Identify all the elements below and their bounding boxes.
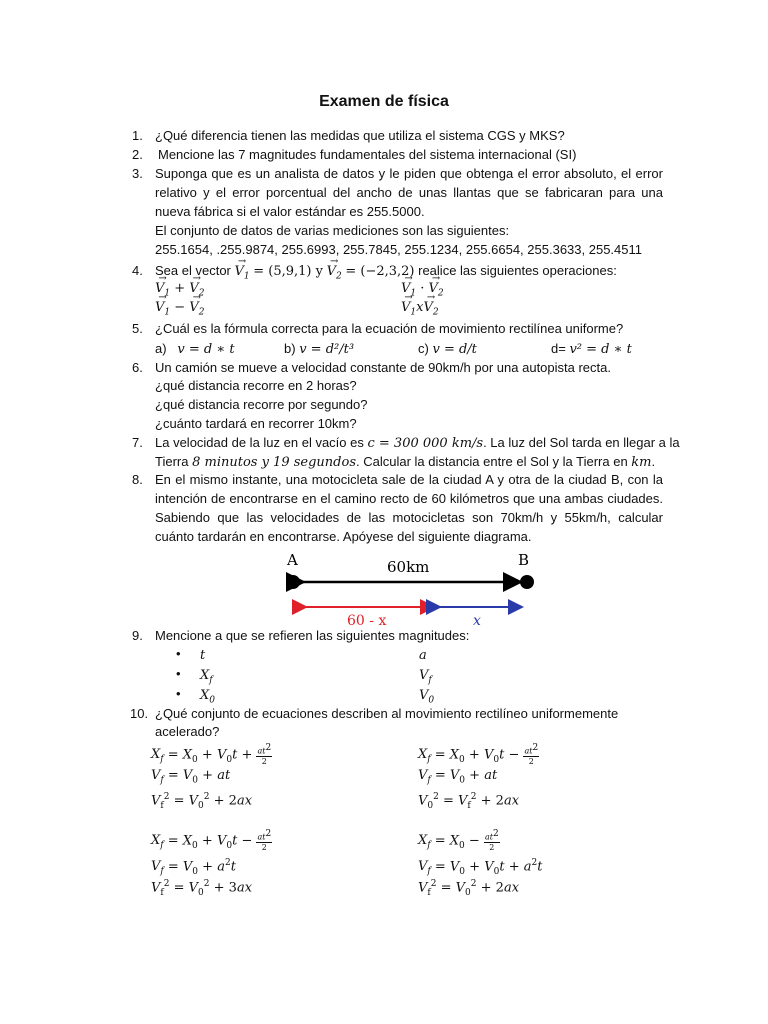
distance-diagram bbox=[280, 548, 542, 630]
question-1-text: ¿Qué diferencia tienen las medidas que utiliza el sistema CGS y MKS? bbox=[155, 128, 565, 143]
magnitude-a: a bbox=[419, 648, 427, 663]
equation-set-3-line-2: $V_f = V_0 + a^2t$ bbox=[151, 858, 236, 877]
equation-set-2-line-1: $X_f = X_0 + V_0t$ − $at^2$ 2 bbox=[418, 743, 539, 766]
option-b: b) v = d²/t³ bbox=[284, 341, 355, 357]
question-3-data-values: 255.1654, .255.9874, 255.6993, 255.7845, 255.1234, 255.6654, 255.3633, 255.4511 bbox=[155, 242, 642, 257]
option-a: a) v = d ∗ t bbox=[155, 341, 235, 357]
question-4-suffix: realice las siguientes operaciones: bbox=[418, 263, 617, 278]
option-d: d= v² = d ∗ t bbox=[551, 341, 632, 357]
question-6-text: Un camión se mueve a velocidad constante de 90km/h por una autopista recta. bbox=[155, 360, 611, 375]
city-b-label: B bbox=[518, 551, 530, 569]
question-9-text: Mencione a que se refieren las siguientes magnitudes: bbox=[155, 628, 470, 643]
question-number: 4. bbox=[132, 263, 143, 278]
question-10-text-1: ¿Qué conjunto de ecuaciones describen al movimiento rectilíneo uniformemente bbox=[155, 706, 619, 721]
vector-dot-product: → $V_1$ · → $V_2$ bbox=[401, 280, 444, 303]
equation-set-2-line-2: $V_f = V_0$ + at bbox=[418, 768, 498, 786]
page-title: Examen de física bbox=[319, 93, 449, 110]
question-6-line-2: ¿qué distancia recorre por segundo? bbox=[155, 397, 368, 412]
equation-set-2-line-3: $V_0^2 = V_f^2 + 2ax$ bbox=[418, 792, 520, 811]
question-4-text bbox=[155, 261, 617, 287]
question-8-text: En el mismo instante, una motocicleta sale de la ciudad A y otra de la ciudad B, con la intención de encontrarse en el camino recto de 60 kilómetros que una ambas ciudades. Sabiendo que las velocidades de las motocicletas son 70km/h y 55km/h, calcular cuánto tardarán en encontrarse. Apóyese del siguiente diagrama. bbox=[155, 472, 663, 544]
question-number: 8. bbox=[132, 472, 143, 487]
vector-cross-product: → $V_1x\to V_2$ bbox=[401, 299, 439, 322]
city-a-label: A bbox=[287, 551, 298, 569]
equation-set-1-line-1: $X_f = X_0 + V_0t$ + $at^2$ 2 bbox=[151, 743, 272, 766]
vector-v2-value: = (−2,3,2) bbox=[345, 264, 415, 279]
question-2-text: Mencione las 7 magnitudes fundamentales del sistema internacional (SI) bbox=[158, 147, 577, 162]
question-number: 7. bbox=[132, 435, 143, 450]
question-5-text: ¿Cuál es la fórmula correcta para la ecuación de movimiento rectilínea uniforme? bbox=[155, 321, 624, 336]
vector-v1-value: = (5,9,1) y bbox=[253, 264, 323, 279]
question-number: 5. bbox=[132, 321, 143, 336]
equation-set-3-line-1: $X_f = X_0 + V_0t$ − $at^2$ 2 bbox=[151, 829, 272, 852]
magnitude-t: t bbox=[200, 648, 206, 663]
question-number: 2. bbox=[132, 147, 143, 162]
bullet: • bbox=[176, 686, 181, 701]
vector-v2: → $V_2$ bbox=[327, 262, 342, 287]
question-10-text-2: acelerado? bbox=[155, 724, 220, 739]
vector-v1: → $V_1$ bbox=[235, 262, 250, 287]
equation-set-1-line-2: $V_f = V_0$ + at bbox=[151, 768, 231, 786]
vector-sum: → $V_1$ + → $V_2$ bbox=[155, 280, 204, 303]
question-6-line-1: ¿qué distancia recorre en 2 horas? bbox=[155, 378, 357, 393]
question-number: 1. bbox=[132, 128, 143, 143]
question-3-text: Suponga que es un analista de datos y le piden que obtenga el error absoluto, el error relativo y el error porcentual del ancho de unas llantas que se fabricaran para una nueva fábrica si el valor estándar es 255.5000. bbox=[155, 166, 663, 219]
equation-set-3-line-3: $V_f^2 = V_0^2 + 3ax$ bbox=[151, 879, 253, 898]
question-3-data-intro: El conjunto de datos de varias mediciones son las siguientes: bbox=[155, 223, 510, 238]
point-b bbox=[520, 575, 534, 589]
right-segment-label: x bbox=[473, 613, 481, 629]
question-7-line-2: Tierra 8 minutos y 19 segundos. Calcular la distancia entre el Sol y la Tierra en km. bbox=[155, 454, 656, 470]
magnitude-v0: $V_0$ bbox=[419, 688, 435, 706]
magnitude-xf: $X_f$ bbox=[200, 668, 213, 686]
magnitude-vf: $V_f$ bbox=[419, 668, 432, 686]
bullet: • bbox=[176, 646, 181, 661]
question-4-prefix: Sea el vector bbox=[155, 263, 231, 278]
bullet: • bbox=[176, 666, 181, 681]
question-6-line-3: ¿cuánto tardará en recorrer 10km? bbox=[155, 416, 357, 431]
equation-set-4-line-3: $V_f^2 = V_0^2 + 2ax$ bbox=[418, 879, 520, 898]
magnitude-x0: $X_0$ bbox=[200, 688, 215, 706]
equation-set-1-line-3: $V_f^2 = V_0^2 + 2ax$ bbox=[151, 792, 253, 811]
option-c: c) v = d/t bbox=[418, 341, 477, 357]
equation-set-4-line-1: $X_f = X_0$ − $at^2$ 2 bbox=[418, 829, 499, 852]
question-number: 10. bbox=[130, 706, 149, 721]
vector-difference: → $V_1$ − → $V_2$ bbox=[155, 299, 204, 322]
question-number: 3. bbox=[132, 166, 143, 181]
question-7-line-1: La velocidad de la luz en el vacío es c = 300 000 km/s. La luz del Sol tarda en llegar a la bbox=[155, 435, 680, 451]
question-number: 9. bbox=[132, 628, 143, 643]
left-segment-label: 60 - x bbox=[347, 613, 387, 629]
equation-set-4-line-2: $V_f = V_0 + V_0t + a^2t$ bbox=[418, 858, 543, 877]
question-number: 6. bbox=[132, 360, 143, 375]
point-a bbox=[286, 575, 300, 589]
distance-label: 60km bbox=[387, 558, 430, 576]
